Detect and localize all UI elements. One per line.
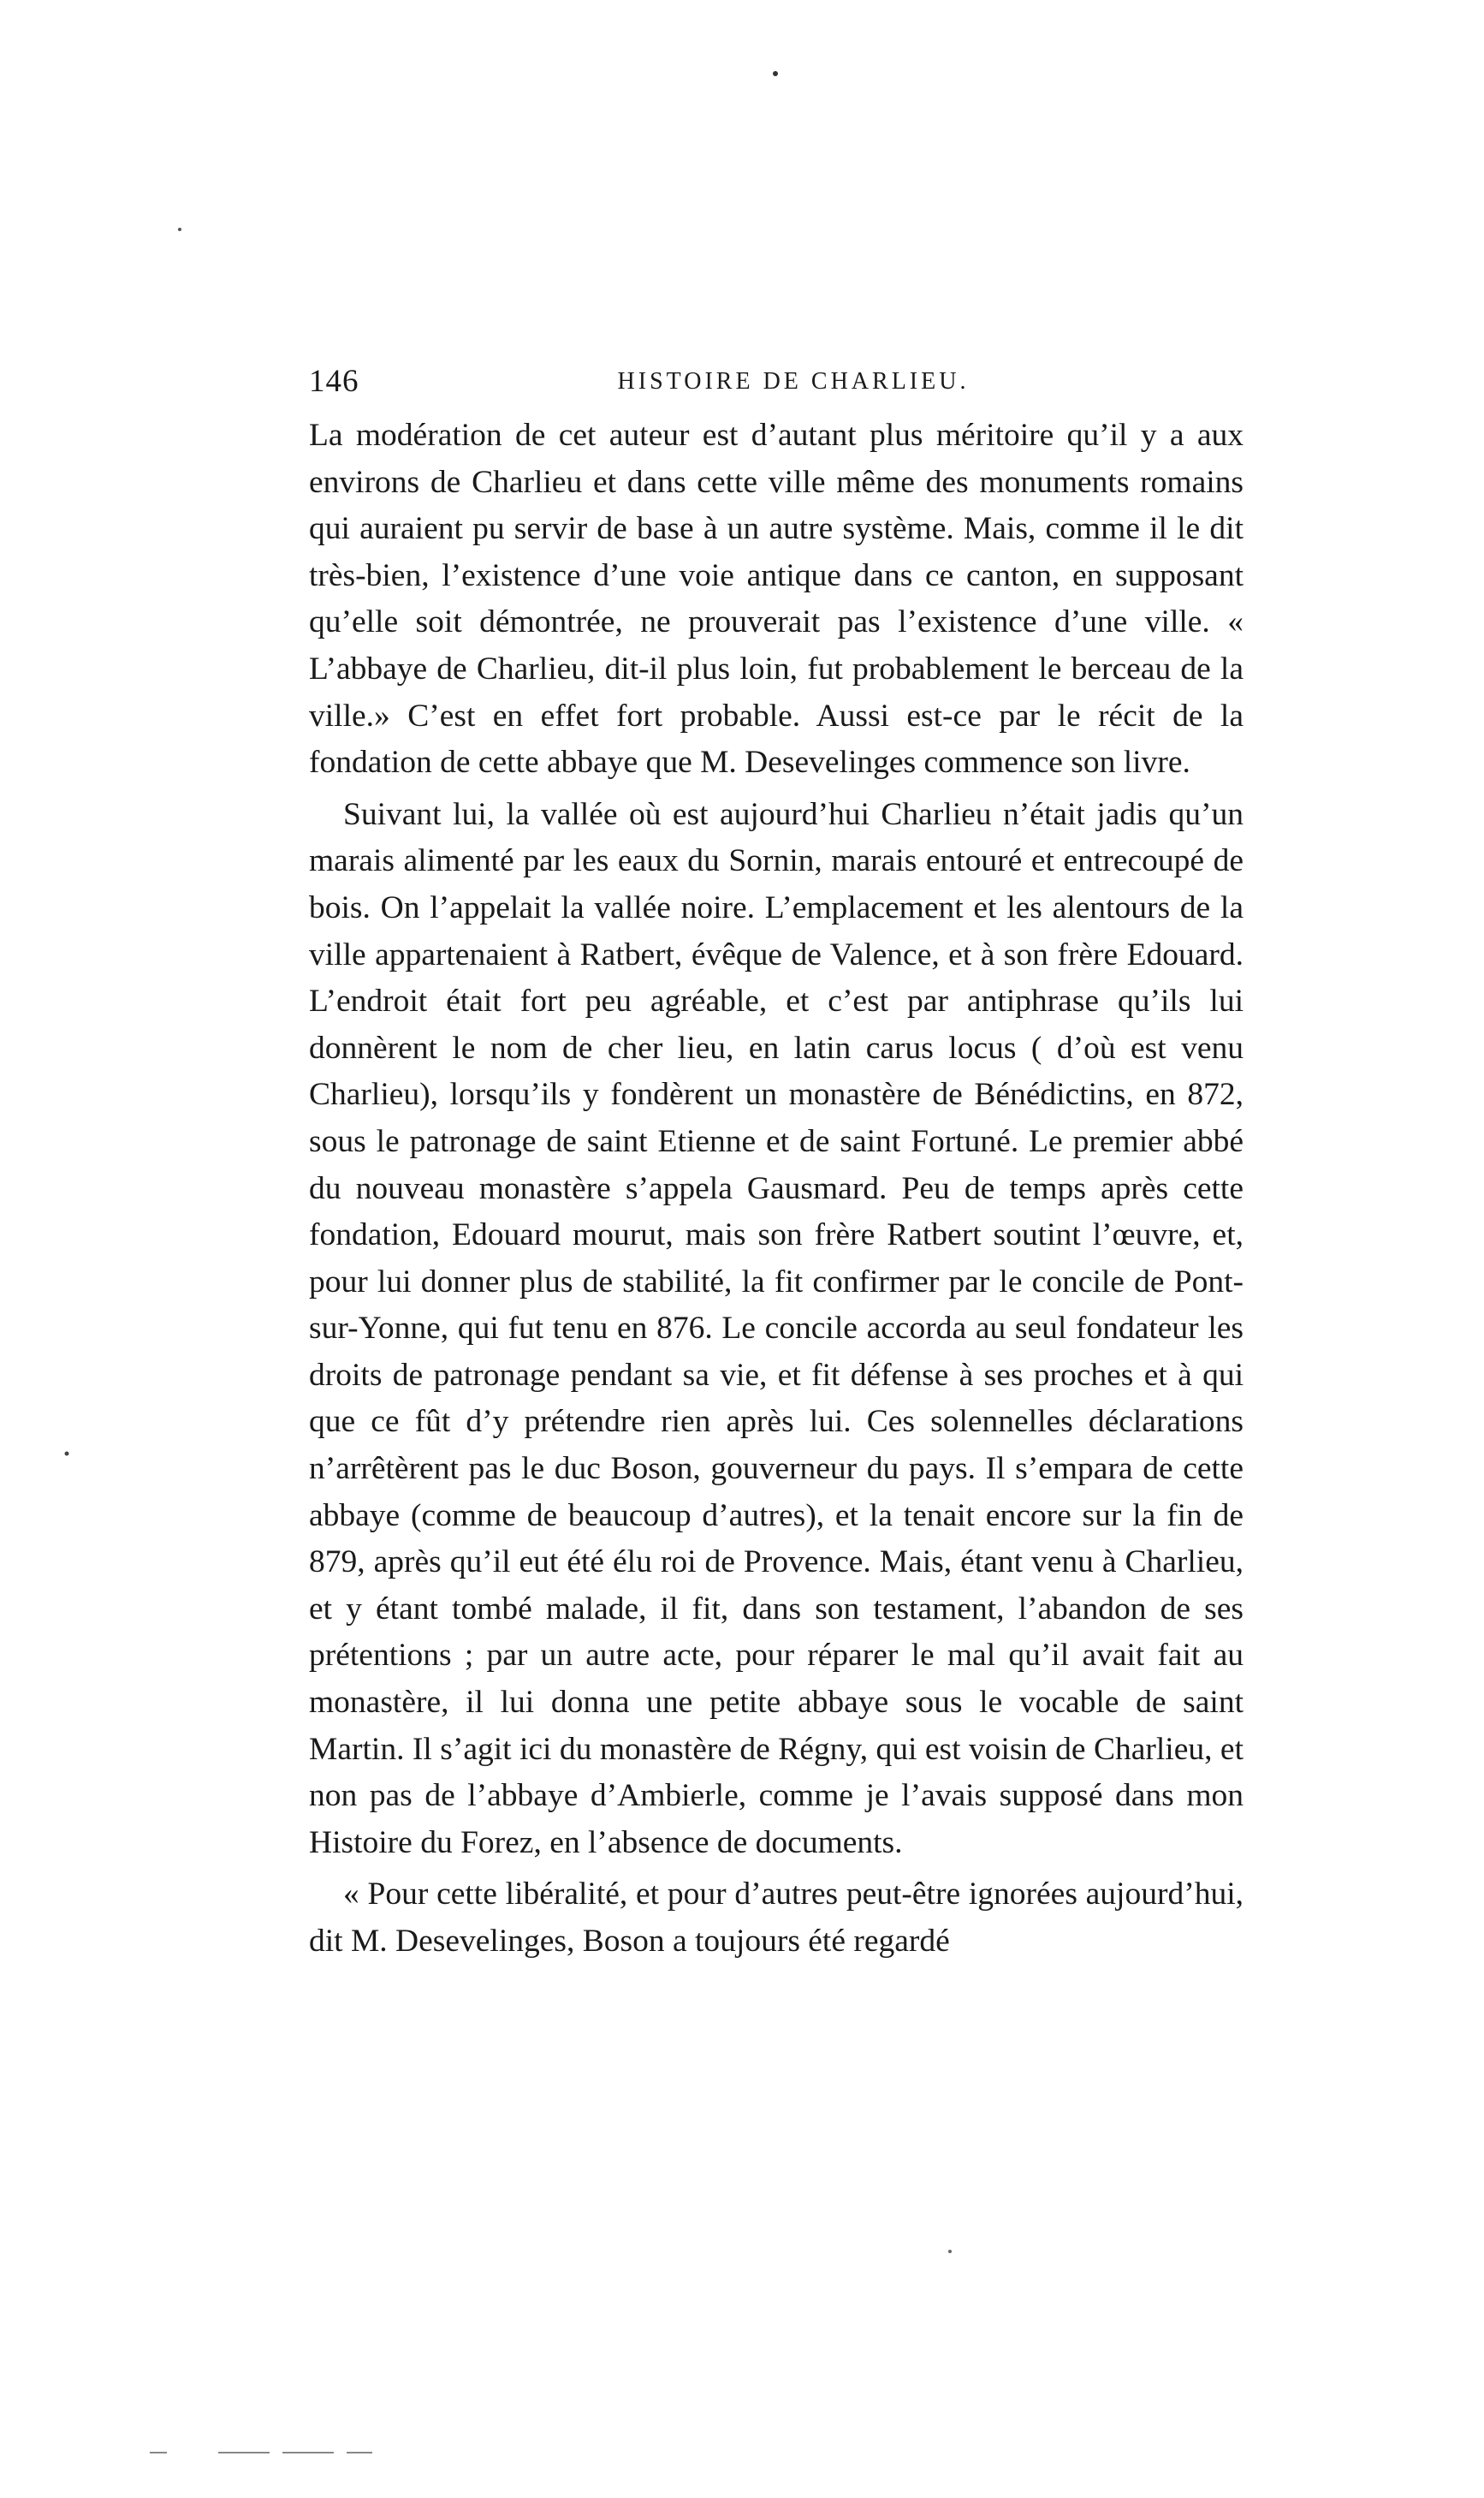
paragraph: « Pour cette libéralité, et pour d’autres peut-être ignorées aujourd’hui, dit M. Desevelinges, Boson a toujours été regardé [309,1876,1244,1959]
page-number: 146 [309,364,359,399]
page-header [309,363,1244,406]
paragraph: Suivant lui, la vallée où est aujourd’hui Charlieu n’était jadis qu’un marais alimenté par les eaux du Sornin, marais entouré et entrecoupé de bois. On l’appelait la vallée noire. L’emplacement et les alentours de la ville appartenaient à Ratbert, évêque de Valence, et à son frère Edouard. L’endroit était fort peu agréable, et c’est par antiphrase qu’ils lui donnèrent le nom de cher lieu, en latin carus locus ( d’où est venu Charlieu), lorsqu’ils y fondèrent un monastère de Bénédictins, en 872, sous le patronage de saint Etienne et de saint Fortuné. Le premier abbé du nouveau monastère s’appela Gausmard. Peu de temps après cette fondation, Edouard mourut, mais son frère Ratbert soutint l’œuvre, et, pour lui donner plus de stabilité, la fit confirmer par le concile de Pont-sur-Yonne, qui fut tenu en 876. Le concile accorda au seul fondateur les droits de patronage pendant sa vie, et fit défense à ses proches et à qui que ce fût d’y prétendre rien après lui. Ces solennelles déclarations n’arrêtèrent pas le duc Boson, gouverneur du pays. Il s’empara de cette abbaye (comme de beaucoup d’autres), et la tenait encore sur la fin de 879, après qu’il eut été élu roi de Provence. Mais, étant venu à Charlieu, et y étant tombé malade, il fit, dans son testament, l’abandon de ses prétentions ; par un autre acte, pour réparer le mal qu’il avait fait au monastère, il lui donna une petite abbaye sous le vocable de saint Martin. Il s’agit ici du monastère de Régny, qui est voisin de Charlieu, et non pas de l’abbaye d’Ambierle, comme je l’avais supposé dans mon Histoire du Forez, en l’absence de documents. [309,796,1244,1860]
running-title: HISTOIRE DE CHARLIEU. [617,368,970,395]
paragraph: La modération de cet auteur est d’autant plus méritoire qu’il y a aux environs de Charlieu et dans cette ville même des monuments romains qui auraient pu servir de base à un autre système. Mais, comme il le dit très-bien, l’existence d’une voie antique dans ce canton, en supposant qu’elle soit démontrée, ne prouverait pas l’existence d’une ville. « L’abbaye de Charlieu, dit-il plus loin, fut probablement le berceau de la ville.» C’est en effet fort probable. Aussi est-ce par le récit de la fondation de cette abbaye que M. Desevelinges commence son livre. [309,418,1244,781]
body-text [309,413,1244,1966]
